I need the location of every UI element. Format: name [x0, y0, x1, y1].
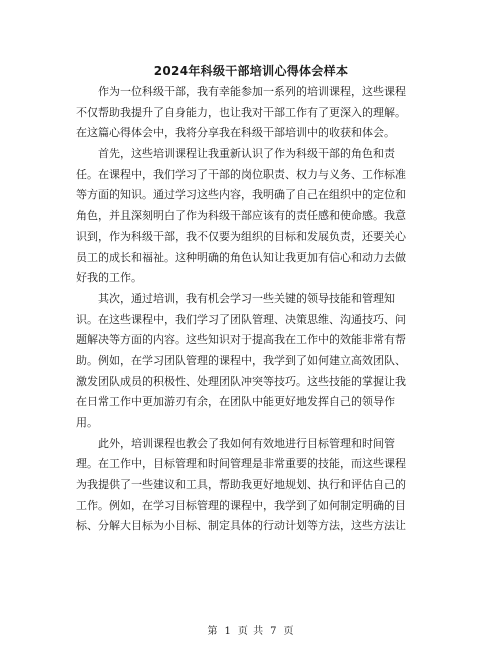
text-line: 用。 [76, 416, 98, 429]
text-line: 等方面的知识。通过学习这些内容，我明确了自己在组织中的定位和 [76, 188, 406, 202]
text-line: 其次，通过培训，我有机会学习一些关键的领导技能和管理知 [98, 291, 395, 305]
text-line: 不仅帮助我提升了自身能力，也让我对干部工作有了更深入的理解。 [76, 105, 406, 119]
footer-suffix: 页 [283, 626, 295, 637]
page-footer [0, 622, 502, 637]
document-title: 2024年科级干部培训心得体会样本 [153, 64, 349, 78]
text-line: 识。在这些课程中，我们学习了团队管理、决策思维、沟通技巧、问 [76, 312, 406, 326]
text-line: 任。在课程中，我们学习了干部的岗位职责、权力与义务、工作标准 [76, 167, 406, 181]
text-line: 好我的工作。 [76, 271, 142, 285]
text-line: 理。在工作中，目标管理和时间管理是非常重要的技能，而这些课程 [76, 457, 406, 471]
footer-current-page: 1 [224, 626, 232, 637]
text-line: 此外，培训课程也教会了我如何有效地进行目标管理和时间管 [98, 436, 395, 450]
text-line: 工作。例如，在学习目标管理的课程中，我学到了如何制定明确的目 [76, 498, 406, 512]
text-line: 员工的成长和福祉。这种明确的角色认知让我更加有信心和动力去做 [76, 250, 406, 264]
text-line: 题解决等方面的内容。这些知识对于提高我在工作中的效能非常有帮 [76, 333, 406, 347]
text-line: 首先，这些培训课程让我重新认识了作为科级干部的角色和责 [98, 147, 395, 161]
text-line: 作为一位科级干部，我有幸能参加一系列的培训课程，这些课程 [98, 85, 406, 98]
footer-total-pages: 7 [270, 626, 278, 637]
text-line: 激发团队成员的积极性、处理团队冲突等技巧。这些技能的掌握让我 [76, 374, 406, 388]
footer-prefix: 第 [207, 626, 219, 637]
footer-middle: 页 共 [237, 626, 265, 637]
text-line: 标、分解大目标为小目标、制定具体的行动计划等方法，这些方法让 [76, 519, 406, 533]
text-line: 为我提供了一些建议和工具，帮助我更好地规划、执行和评估自己的 [76, 478, 406, 492]
text-line: 识到，作为科级干部，我不仅要为组织的目标和发展负责，还要关心 [76, 229, 406, 243]
text-line: 在日常工作中更加游刃有余，在团队中能更好地发挥自己的领导作 [76, 395, 395, 409]
text-line: 助。例如，在学习团队管理的课程中，我学到了如何建立高效团队、 [76, 353, 406, 367]
document-body [76, 82, 432, 537]
text-line: 角色，并且深刻明白了作为科级干部应该有的责任感和使命感。我意 [76, 209, 406, 223]
text-line: 在这篇心得体会中，我将分享我在科级干部培训中的收获和体会。 [76, 126, 395, 140]
